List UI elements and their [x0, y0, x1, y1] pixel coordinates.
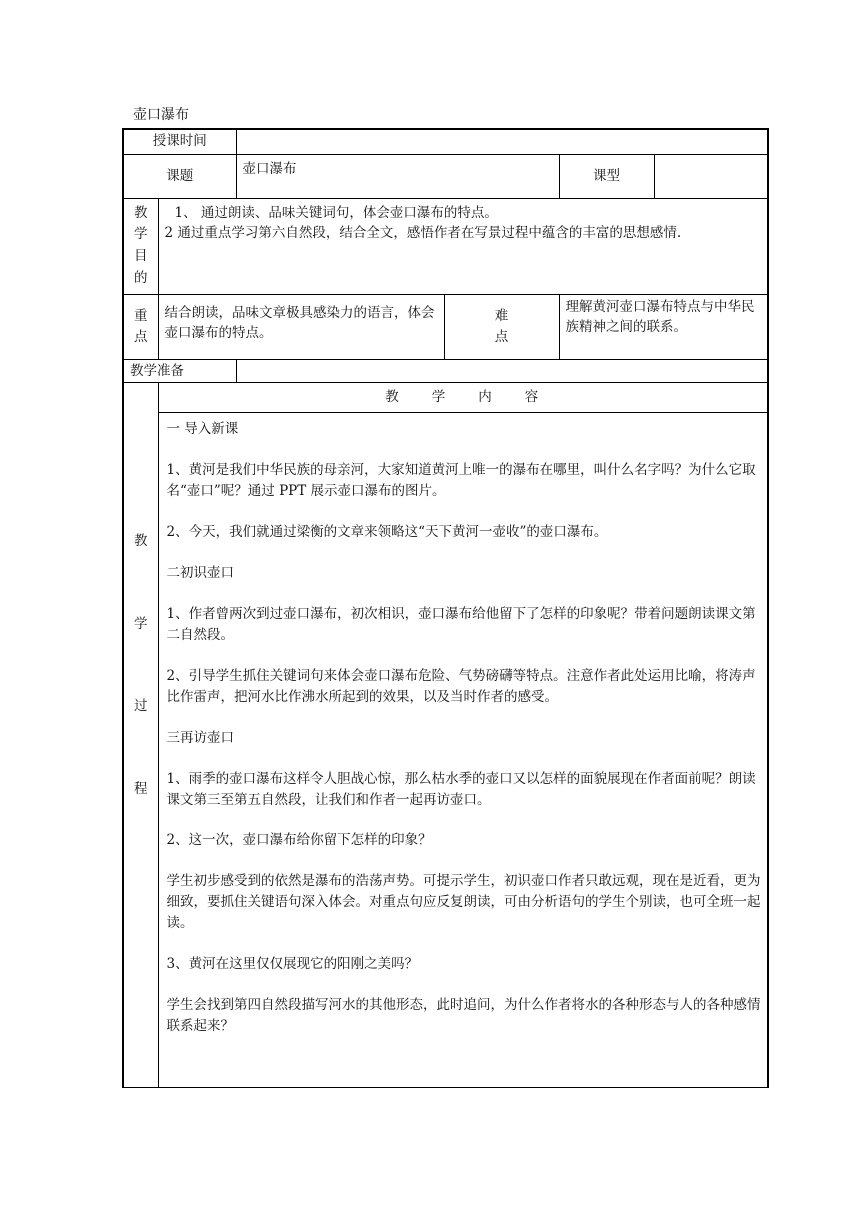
- content-paragraph: 一 导入新课: [166, 421, 239, 438]
- goal-item: 1、 通过朗读、品味关键词句，体会壶口瀑布的特点。: [174, 204, 498, 221]
- type-value-cell: [654, 154, 768, 198]
- content-paragraph: 学生会找到第四自然段描写河水的其他形态，此时追问，为什么作者将水的各种形态与人的各种感情联系起来？: [166, 997, 761, 1035]
- content-paragraph: 2、今天，我们就通过梁衡的文章来领略这“天下黄河一壶收”的壶口瀑布。: [166, 524, 608, 541]
- goals-cell: [158, 198, 768, 294]
- process-label-cell: [123, 383, 158, 1088]
- process-label-char: 教: [134, 532, 148, 549]
- hard-label-char: 难: [494, 307, 509, 324]
- goals-label-char: 学: [134, 226, 148, 243]
- hard-label-cell: [444, 294, 559, 359]
- goals-label-char: 教: [134, 204, 148, 221]
- process-label-char: 过: [134, 698, 148, 715]
- topic-value: 壶口瀑布: [242, 160, 297, 177]
- process-label-char: 学: [134, 615, 148, 632]
- hard-point-text: 理解黄河壶口瀑布特点与中华民族精神之间的联系。: [565, 298, 755, 336]
- hard-point-cell: [559, 294, 768, 359]
- content-paragraph: 3、黄河在这里仅仅展现它的阳刚之美吗？: [166, 956, 419, 973]
- content-paragraph: 2、引导学生抓住关键词句来体会壶口瀑布危险、气势磅礴等特点。注意作者此处运用比喻，将涛声比作雷声，把河水比作沸水所起到的效果，以及当时作者的感受。: [166, 667, 756, 705]
- process-label-char: 程: [134, 781, 148, 798]
- type-label: 课型: [593, 167, 620, 184]
- key-point-cell: [158, 294, 444, 359]
- prep-label-cell: [123, 359, 236, 383]
- time-label: 授课时间: [152, 133, 207, 150]
- key-label-char: 重: [134, 307, 148, 324]
- key-point-text: 结合朗读，品味文章极具感染力的语言，体会壶口瀑布的特点。: [164, 304, 435, 342]
- content-paragraph: 1、黄河是我们中华民族的母亲河，大家知道黄河上唯一的瀑布在哪里，叫什么名字吗？为什么它取名“壶口”呢？通过 PPT 展示壶口瀑布的图片。: [166, 462, 756, 500]
- content-paragraph: 二初识壶口: [166, 565, 234, 582]
- content-paragraph: 三再访壶口: [166, 729, 234, 746]
- topic-label: 课题: [166, 167, 194, 184]
- key-label-char: 点: [134, 328, 148, 345]
- content-paragraph: 1、雨季的壶口瀑布这样令人胆战心惊，那么枯水季的壶口又以怎样的面貌展现在作者面前呢？朗读课文第三至第五自然段，让我们和作者一起再访壶口。: [166, 770, 756, 808]
- lesson-plan-table: [122, 128, 767, 1088]
- content-paragraph: 1、作者曾两次到过壶口瀑布，初次相识，壶口瀑布给他留下了怎样的印象呢？带着问题朗读课文第二自然段。: [166, 606, 756, 643]
- key-label-cell: [123, 294, 158, 359]
- hard-label-char: 点: [494, 328, 509, 345]
- prep-label: 教学准备: [130, 362, 184, 379]
- prep-value-cell: [236, 359, 768, 383]
- goals-label-char: 目: [134, 248, 148, 264]
- process-header-cell: [158, 383, 768, 413]
- topic-label-cell: [123, 154, 236, 198]
- goals-label-cell: [123, 198, 158, 294]
- process-content-cell: [158, 413, 768, 1088]
- time-label-cell: [123, 129, 236, 154]
- type-label-cell: [559, 154, 654, 198]
- goal-item: 2 通过重点学习第六自然段，结合全文，感悟作者在写景过程中蕴含的丰富的思想感情.: [164, 225, 682, 242]
- content-paragraph: 学生初步感受到的依然是瀑布的浩荡声势。可提示学生，初识壶口作者只敢远观，现在是近看，更为细致，要抓住关键语句深入体会。对重点句应反复朗读，可由分析语句的学生个别读，也可全班一起读。: [166, 873, 761, 932]
- goals-label-char: 的: [134, 269, 148, 286]
- topic-value-cell: [236, 154, 559, 198]
- time-value-cell: [236, 129, 768, 154]
- process-header: 教 学 内 容: [385, 389, 541, 406]
- content-paragraph: 2、这一次，壶口瀑布给你留下怎样的印象？: [166, 832, 432, 849]
- document-title: 壶口瀑布: [133, 107, 189, 123]
